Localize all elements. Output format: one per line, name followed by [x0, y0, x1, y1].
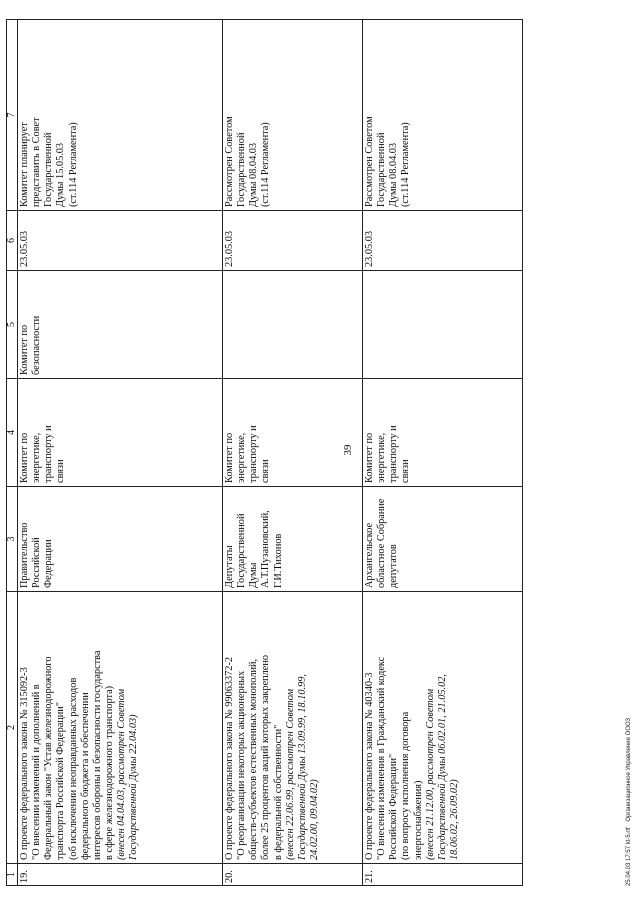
print-footer	[626, 20, 632, 886]
bill-title-line: энергоснабжения)	[412, 780, 424, 860]
bill-row	[18, 20, 223, 886]
bill-title-line: (по вопросу исполнения договора	[400, 711, 412, 860]
status-line: Рассмотрен Советом	[364, 116, 375, 207]
bill-title	[18, 592, 223, 864]
bill-note-line: 24.02.00, 09.04.02)	[308, 779, 320, 860]
initiator-line: Архангельское	[364, 522, 375, 588]
bill-title-line: федерального бюджета и обеспечении	[79, 692, 91, 860]
bill-title-line: "О реорганизации некоторых акционерных	[236, 670, 248, 860]
status	[363, 20, 523, 211]
bill-title-line: О проекте федерального закона № 40340-3	[364, 672, 375, 860]
column-header: 2	[7, 592, 18, 864]
bill-title	[363, 592, 523, 864]
initiator-line: Российской	[31, 537, 43, 588]
initiator-line: Думы	[248, 562, 260, 588]
lead-committee-line: связи	[260, 459, 272, 483]
bill-title-line: Федеральный закон "Устав железнодорожного	[43, 656, 55, 860]
initiator-line: депутатов	[388, 544, 400, 588]
status-line: (ст.114 Регламента)	[67, 122, 79, 207]
column-header: 1	[7, 864, 18, 886]
lead-committee-line: Комитет по	[364, 432, 375, 483]
initiator-line: Депутаты	[224, 545, 235, 588]
initiator-line: Правительство	[19, 522, 30, 588]
row-number: 21.	[363, 864, 523, 886]
bill-note-line: (внесен 04.04.03, рассмотрен Советом	[116, 688, 128, 860]
status-line: Думы 15.05.03	[55, 142, 67, 207]
bill-title-line: О проекте федерального закона № 99063372-2	[224, 656, 235, 860]
lead-committee-line: связи	[400, 459, 412, 483]
lead-committee	[363, 379, 523, 487]
bill-title-line: в федеральной собственности"	[272, 724, 284, 860]
bill-title-line: обществ-субъектов естественных монополий,	[248, 658, 260, 860]
bill-title-line: "О внесении изменений и дополнений в	[31, 684, 43, 860]
co-committee	[363, 271, 523, 379]
co-committee-line: Комитет по	[19, 324, 30, 375]
bills-table	[6, 19, 523, 886]
bill-title-line: "О внесении изменения в Гражданский кодекс	[376, 656, 388, 860]
column-header: 6	[7, 211, 18, 271]
lead-committee-line: связи	[55, 459, 67, 483]
bill-title-line: О проекте федерального закона № 315092-3	[19, 667, 30, 860]
department-name: Организационное Управление ООО3	[626, 718, 632, 822]
review-date: 23.05.03	[18, 211, 223, 271]
lead-committee	[18, 379, 223, 487]
status-line: Государственной	[236, 132, 248, 207]
lead-committee-line: транспорту и	[43, 425, 55, 483]
print-stamp: 25.04.03 17:57 kt-5.rtf	[626, 827, 632, 886]
bill-note-line: Государственной Думы 06.02.01, 21.05.02,	[436, 674, 448, 860]
lead-committee-line: Комитет по	[19, 432, 30, 483]
status-line: Рассмотрен Советом	[224, 116, 235, 207]
lead-committee-line: энергетике,	[376, 432, 388, 483]
initiator	[223, 487, 363, 592]
co-committee	[18, 271, 223, 379]
bill-title-line: (об исключении неоправданных расходов	[67, 677, 79, 860]
bill-note-line: (внесен 22.06.99, рассмотрен Советом	[284, 688, 296, 860]
status	[18, 20, 223, 211]
status-line: Комитет планирует	[19, 122, 30, 207]
bill-title-line: транспорта Российской Федерации"	[55, 701, 67, 860]
row-number: 19.	[18, 864, 223, 886]
lead-committee-line: Комитет по	[224, 432, 235, 483]
initiator-line: А.Т.Пузановский,	[260, 510, 272, 588]
column-number-row	[7, 20, 18, 886]
initiator	[18, 487, 223, 592]
status-line: Думы 08.04.03	[248, 142, 260, 207]
bill-title-line: интересов обороны и безопасности государства	[91, 650, 103, 860]
status-line: (ст.114 Регламента)	[400, 122, 412, 207]
status-line: Государственной	[376, 132, 388, 207]
lead-committee	[223, 379, 363, 487]
bill-note-line: (внесен 21.12.00, рассмотрен Советом	[424, 688, 436, 860]
lead-committee-line: энергетике,	[31, 432, 43, 483]
column-header: 4	[7, 379, 18, 487]
initiator	[363, 487, 523, 592]
bill-note-line: 18.06.02, 26.09.02)	[448, 779, 460, 860]
initiator-line: Государственной	[236, 513, 248, 588]
bill-title-line: более 25 процентов акций которых закреплено	[260, 654, 272, 860]
lead-committee-line: энергетике,	[236, 432, 248, 483]
lead-committee-line: транспорту и	[248, 425, 260, 483]
page-number: 39	[342, 444, 354, 456]
column-header: 5	[7, 271, 18, 379]
co-committee-line: безопасности	[31, 315, 43, 375]
status-line: Государственной	[43, 132, 55, 207]
review-date: 23.05.03	[363, 211, 523, 271]
bill-row	[223, 20, 363, 886]
bill-title-line: в сфере железнодорожного транспорта)	[103, 685, 115, 860]
status-line: (ст.114 Регламента)	[260, 122, 272, 207]
bill-row	[363, 20, 523, 886]
initiator-line: Г.И.Тихонов	[272, 533, 284, 588]
column-header: 7	[7, 20, 18, 211]
co-committee	[223, 271, 363, 379]
column-header: 3	[7, 487, 18, 592]
bill-note-line: Государственной Думы 22.04.03)	[128, 714, 140, 860]
initiator-line: Федерации	[43, 539, 55, 588]
row-number: 20.	[223, 864, 363, 886]
status	[223, 20, 363, 211]
bill-title	[223, 592, 363, 864]
review-date: 23.05.03	[223, 211, 363, 271]
status-line: Думы 08.04.03	[388, 142, 400, 207]
bill-note-line: Государственной Думы 13.09.99, 18.10.99,	[296, 674, 308, 860]
lead-committee-line: транспорту и	[388, 425, 400, 483]
initiator-line: областное Собрание	[376, 498, 388, 588]
status-line: представить в Совет	[31, 117, 43, 207]
bill-title-line: Российской Федерации"	[388, 753, 400, 860]
